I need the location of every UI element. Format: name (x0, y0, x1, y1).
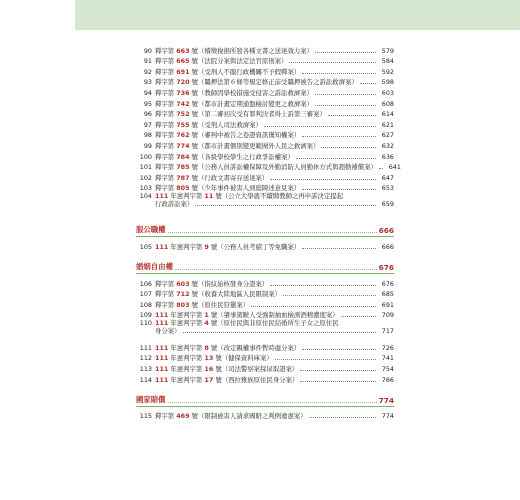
entry-title (155, 354, 273, 362)
leader-dots (168, 402, 377, 403)
toc-entry (136, 150, 394, 161)
entry-page: 621 (381, 120, 394, 129)
entry-text: 號（收養大陸地區人民限制案） (189, 290, 282, 299)
entry-text: 號（肇事駕駛人受強制抽血檢測酒精濃度案） (208, 311, 339, 320)
entry-highlight-number: 785 (176, 163, 190, 172)
entry-text: 號（改定親權事件暫時處分案） (208, 343, 301, 352)
entry-title (155, 174, 268, 182)
toc-entry (136, 352, 394, 363)
entry-title (155, 153, 294, 161)
toc-entry (136, 240, 394, 251)
leader-dots (315, 52, 376, 53)
entry-highlight-number: 4 (204, 319, 209, 328)
entry-text: 號（受刑人不服行政機關不予假釋案） (189, 67, 301, 76)
entry-highlight-number: 9 (204, 242, 209, 251)
entry-text: 號（原住民狩獵案） (189, 300, 250, 309)
leader-dots (300, 370, 376, 371)
entry-number: 106 (139, 279, 152, 288)
leader-dots (321, 147, 376, 148)
entry-text: 年憲判字第 (168, 242, 205, 251)
entry-text: 號（羈押法第６條等規定修正前受羈押被告之訴訟救濟案） (189, 78, 358, 87)
entry-highlight-number: 720 (176, 78, 190, 87)
entry-body (155, 110, 394, 118)
toc-entry (136, 129, 394, 140)
toc-entry (136, 171, 394, 182)
entry-title (155, 131, 300, 139)
entry-highlight-number: 665 (176, 57, 190, 66)
entry-body (155, 301, 394, 309)
entry-highlight-number: 805 (176, 184, 190, 193)
entry-number: 112 (139, 354, 152, 363)
entry-page: 598 (381, 78, 394, 87)
entry-text: 年憲判字第 (168, 375, 205, 384)
toc-entry (136, 288, 394, 299)
entry-prefix: 釋字第 (155, 184, 177, 193)
entry-body (155, 412, 394, 420)
entry-highlight-number: 784 (176, 152, 190, 161)
leader-dots (195, 205, 376, 206)
entry-prefix: 釋字第 (155, 131, 177, 140)
entry-number: 96 (143, 110, 152, 119)
entry-highlight-number: 111 (155, 319, 169, 328)
toc-entry (136, 139, 394, 150)
entry-body (155, 192, 394, 214)
entry-highlight-number: 8 (204, 343, 209, 352)
leader-dots (289, 62, 376, 63)
entry-number: 91 (143, 57, 152, 66)
entry-text: 號（各級學校學生之行政爭訟權案） (189, 152, 294, 161)
entry-text: 號（第二審初次受有罪判決者得上訴第三審案） (189, 110, 326, 119)
section-page: 666 (378, 226, 394, 236)
entry-text: 號（都市計畫個別變更範圍外人民之救濟案） (189, 141, 320, 150)
toc-entry (136, 319, 394, 341)
section-heading (136, 222, 394, 237)
entry-number: 110 (139, 319, 152, 328)
entry-text: 年憲判字第 (168, 311, 205, 320)
entry-page: 614 (381, 110, 394, 119)
entry-highlight-number: 111 (155, 192, 169, 201)
leader-dots (302, 73, 376, 74)
entry-prefix: 釋字第 (155, 141, 177, 150)
entry-text: 號（公務人員考績丁等免職案） (208, 242, 301, 251)
entry-highlight-number: 1 (204, 311, 209, 320)
entry-text: 號（教師因學校措施受侵害之訴訟救濟案） (189, 88, 314, 97)
entry-prefix: 釋字第 (155, 46, 177, 55)
entry-page: 579 (381, 46, 394, 55)
entry-highlight-number: 755 (176, 120, 190, 129)
leader-dots (300, 381, 376, 382)
entry-body (155, 47, 394, 55)
toc-entry (136, 309, 394, 320)
entry-title (155, 344, 300, 352)
entry-text: 行政訴訟案） (155, 200, 194, 209)
leader-dots (302, 189, 376, 190)
entry-text: 身分案） (155, 327, 181, 336)
toc-entry (136, 161, 401, 172)
entry-page: 632 (381, 141, 394, 150)
entry-page: 584 (381, 57, 394, 66)
entry-number: 105 (139, 242, 152, 251)
entry-page: 636 (381, 152, 394, 161)
entry-number: 90 (143, 46, 152, 55)
entry-text: 號（審判中被告之卷證資訊獲知權案） (189, 131, 301, 140)
entry-prefix: 釋字第 (155, 412, 177, 421)
entry-highlight-number: 752 (176, 110, 190, 119)
leader-dots (341, 316, 376, 317)
entry-body (155, 131, 394, 139)
entry-text: 號（受刑人司法救濟案） (189, 120, 262, 129)
toc-entry (136, 118, 394, 129)
entry-title (155, 110, 326, 118)
entry-prefix: 釋字第 (155, 120, 177, 129)
entry-title (155, 142, 319, 150)
leader-dots (251, 306, 376, 307)
entry-title (155, 412, 307, 420)
toc-entry (136, 108, 394, 119)
entry-highlight-number: 111 (155, 354, 169, 363)
entry-page: 666 (381, 242, 394, 251)
entry-number: 93 (143, 78, 152, 87)
leader-dots (270, 179, 376, 180)
entry-highlight-number: 736 (176, 88, 190, 97)
toc-entry (136, 65, 394, 76)
entry-page: 659 (381, 200, 394, 209)
entry-page: 741 (381, 354, 394, 363)
leader-dots (283, 295, 376, 296)
section-title: 婚姻自由權 (136, 261, 173, 271)
entry-title (155, 376, 298, 384)
entry-text: 號（西拉雅族原住民身分案） (213, 375, 299, 384)
leader-dots (315, 105, 376, 106)
entry-number: 107 (139, 290, 152, 299)
entry-highlight-number: 111 (155, 242, 169, 251)
entry-prefix: 釋字第 (155, 88, 177, 97)
entry-body (155, 100, 394, 108)
entry-text: 年憲判字第 (168, 319, 205, 328)
entry-body (155, 121, 394, 129)
leader-dots (302, 248, 376, 249)
entry-prefix: 釋字第 (155, 152, 177, 161)
section-title: 服公職權 (136, 225, 166, 235)
entry-text: 年憲判字第 (168, 343, 205, 352)
entry-body (155, 319, 394, 341)
leader-dots (275, 359, 376, 360)
entry-highlight-number: 774 (176, 141, 190, 150)
entry-body (155, 78, 394, 86)
entry-prefix: 釋字第 (155, 99, 177, 108)
entry-body (155, 354, 394, 362)
entry-title (155, 47, 313, 55)
entry-highlight-number: 663 (176, 46, 190, 55)
table-of-contents (136, 44, 401, 421)
leader-dots (302, 349, 376, 350)
section-page: 676 (378, 262, 394, 272)
entry-page: 608 (381, 99, 394, 108)
toc-entry (136, 182, 394, 193)
leader-dots (183, 332, 376, 333)
entry-prefix: 釋字第 (155, 57, 177, 66)
leader-dots (168, 232, 377, 233)
entry-prefix: 釋字第 (155, 67, 177, 76)
entry-body (155, 280, 394, 288)
toc-entry (136, 298, 394, 309)
entry-text: 號（限制被害人請求國賠之判例違憲案） (189, 412, 307, 421)
entry-text: 號（稽徵稅捐所發各種文書之送達效力案） (189, 46, 314, 55)
entry-title (155, 57, 287, 65)
entry-page: 627 (381, 131, 394, 140)
entry-prefix: 釋字第 (155, 163, 177, 172)
entry-body (155, 153, 394, 161)
entry-prefix: 釋字第 (155, 290, 177, 299)
entry-body (155, 89, 394, 97)
entry-page: 647 (381, 173, 394, 182)
entry-title (155, 78, 358, 86)
entry-number: 108 (139, 300, 152, 309)
entry-text: 號（法院分案與法定法官原則案） (189, 57, 288, 66)
entry-prefix: 釋字第 (155, 279, 177, 288)
entry-title (155, 280, 268, 288)
toc-entry (136, 341, 394, 352)
entry-number: 94 (143, 88, 152, 97)
entry-number: 114 (139, 375, 152, 384)
toc-entry (136, 44, 394, 55)
entry-number: 98 (143, 131, 152, 140)
entry-title (155, 89, 313, 97)
entry-page: 653 (381, 184, 394, 193)
entry-number: 103 (139, 184, 152, 193)
entry-page: 603 (381, 88, 394, 97)
entry-highlight-number: 11 (204, 192, 214, 201)
entry-highlight-number: 603 (176, 279, 190, 288)
entry-title (155, 121, 262, 129)
entry-page: 691 (381, 300, 394, 309)
entry-number: 92 (143, 67, 152, 76)
toc-entry (136, 277, 394, 288)
entry-page: 717 (381, 327, 394, 336)
entry-body (155, 376, 394, 384)
entry-number: 95 (143, 99, 152, 108)
entry-number: 111 (139, 343, 152, 352)
entry-number: 113 (139, 365, 152, 374)
entry-body (155, 290, 394, 298)
section-page: 774 (378, 395, 394, 405)
entry-line-2 (155, 200, 394, 208)
entry-text: 號（指紋始核發身分證案） (189, 279, 269, 288)
entry-body (155, 57, 394, 65)
entry-line-2 (155, 327, 394, 335)
entry-prefix: 釋字第 (155, 300, 177, 309)
entry-title (155, 290, 281, 298)
entry-text: 號（都市計畫定期通盤檢討變更之救濟案） (189, 99, 314, 108)
entry-highlight-number: 111 (155, 343, 169, 352)
entry-number: 102 (139, 173, 152, 182)
entry-highlight-number: 712 (176, 290, 190, 299)
entry-number: 104 (139, 192, 152, 201)
entry-body (155, 365, 394, 373)
entry-title (155, 100, 313, 108)
entry-body (155, 243, 394, 251)
entry-text: 號（司法警察案採尿取證案） (213, 365, 299, 374)
leader-dots (360, 83, 376, 84)
entry-highlight-number: 17 (204, 375, 214, 384)
entry-body (155, 174, 394, 182)
entry-text: 年憲判字第 (168, 354, 205, 363)
leader-dots (302, 136, 376, 137)
entry-title (155, 163, 377, 171)
entry-page: 726 (381, 343, 394, 352)
entry-text: 號（少年事件被害人到庭陳述意見案） (189, 184, 301, 193)
toc-entry (136, 410, 394, 421)
entry-page: 685 (381, 290, 394, 299)
entry-page: 676 (381, 279, 394, 288)
entry-highlight-number: 787 (176, 173, 190, 182)
entry-page: 754 (381, 365, 394, 374)
entry-number: 101 (139, 163, 152, 172)
entry-highlight-number: 13 (204, 354, 214, 363)
leader-dots (264, 126, 376, 127)
entry-body (155, 142, 394, 150)
leader-dots (379, 168, 383, 169)
entry-page: 641 (388, 163, 401, 172)
entry-title (155, 243, 300, 251)
entry-highlight-number: 803 (176, 300, 190, 309)
toc-entry (136, 192, 394, 214)
entry-number: 99 (143, 141, 152, 150)
entry-body (155, 163, 401, 172)
entry-title (155, 301, 249, 309)
entry-page: 766 (381, 375, 394, 384)
entry-highlight-number: 111 (155, 311, 169, 320)
entry-title (155, 365, 298, 373)
entry-highlight-number: 742 (176, 99, 190, 108)
entry-title (155, 68, 300, 76)
entry-highlight-number: 691 (176, 67, 190, 76)
entry-highlight-number: 111 (155, 365, 169, 374)
entry-page: 709 (381, 311, 394, 320)
entry-highlight-number: 16 (204, 365, 214, 374)
toc-entry (136, 373, 394, 384)
toc-entry (136, 55, 394, 66)
entry-page: 774 (381, 412, 394, 421)
entry-text: 號（原住民與非原住民結婚所生子女之原住民 (208, 319, 339, 328)
entry-highlight-number: 469 (176, 412, 190, 421)
entry-highlight-number: 762 (176, 131, 190, 140)
toc-entry (136, 76, 394, 87)
toc-entry (136, 86, 394, 97)
toc-entry (136, 97, 394, 108)
entry-prefix: 釋字第 (155, 110, 177, 119)
leader-dots (175, 269, 377, 270)
entry-prefix: 釋字第 (155, 78, 177, 87)
entry-highlight-number: 111 (155, 375, 169, 384)
entry-number: 109 (139, 311, 152, 320)
entry-text: 年憲判字第 (168, 192, 205, 201)
entry-text: 號（公務人員訴訟權保障及外勤消防人員勤休方式與超勤補償案） (189, 163, 377, 172)
entry-body (155, 344, 394, 352)
toc-entry (136, 362, 394, 373)
leader-dots (270, 285, 376, 286)
entry-prefix: 釋字第 (155, 173, 177, 182)
section-heading (136, 259, 394, 274)
entry-body (155, 68, 394, 76)
entry-line-1 (155, 319, 394, 327)
entry-number: 97 (143, 120, 152, 129)
entry-text: 號（健保資料庫案） (213, 354, 273, 363)
leader-dots (296, 158, 376, 159)
entry-number: 100 (139, 152, 152, 161)
entry-text: 號（公立大學就不續聘教師之再申訴決定提起 (213, 192, 344, 201)
section-title: 國家賠償 (136, 394, 166, 404)
entry-number: 115 (139, 412, 152, 421)
leader-dots (315, 94, 376, 95)
leader-dots (328, 115, 376, 116)
header-band (75, 0, 520, 30)
entry-page: 592 (381, 67, 394, 76)
entry-text: 號（行政文書寄存送達案） (189, 173, 269, 182)
section-heading (136, 392, 394, 407)
leader-dots (309, 417, 376, 418)
entry-text: 年憲判字第 (168, 365, 205, 374)
